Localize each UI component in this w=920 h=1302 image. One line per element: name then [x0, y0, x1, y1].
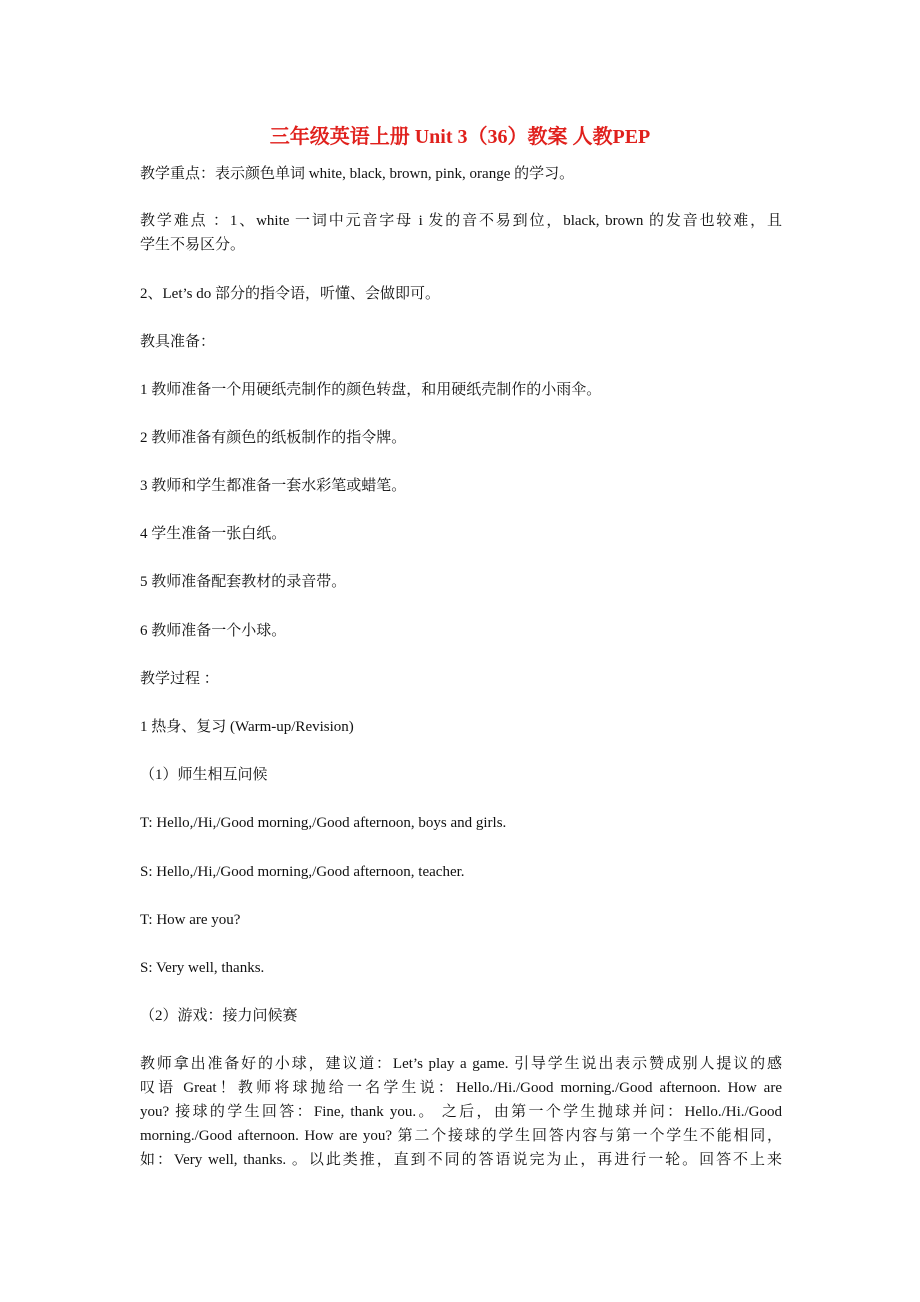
text-line-dialogue-t2: T: How are you? [140, 912, 241, 928]
text-line: 教师拿出准备好的小球，建议道：Let’s play a game. 引导学生说出表示赞成别人提议的感 [140, 1056, 782, 1072]
text-line-dialogue-t1: T: Hello,/Hi,/Good morning,/Good afternoon, boys and girls. [140, 815, 507, 831]
text-line-dialogue-s1: S: Hello,/Hi,/Good morning,/Good afternoon, teacher. [140, 864, 465, 880]
text-line-material-2: 2 教师准备有颜色的纸板制作的指令牌。 [140, 430, 407, 446]
text-line-materials-heading: 教具准备： [140, 334, 216, 350]
text-line: 叹语 Great！教师将球抛给一名学生说：Hello./Hi./Good morning./Good afternoon. How are [140, 1080, 782, 1096]
text-line-lets-do: 2、Let’s do 部分的指令语，听懂、会做即可。 [140, 286, 440, 302]
text-line: 教学难点 ：1、white 一词中元音字母 i 发的音不易到位，black, brown 的发音也较难，且 [140, 213, 782, 229]
text-line: you? 接球的学生回答：Fine, thank you.。 之后，由第一个学生抛球并问：Hello./Hi./Good [140, 1104, 782, 1120]
text-line-material-4: 4 学生准备一张白纸。 [140, 526, 287, 542]
text-line: 如：Very well, thanks. 。以此类推，直到不同的答语说完为止，再进行一轮。回答不上来 [140, 1152, 782, 1168]
text-line-greeting-heading: （1）师生相互问候 [140, 767, 268, 783]
text-line: 学生不易区分。 [140, 237, 246, 253]
text-line-process-heading: 教学过程 ： [140, 671, 219, 687]
text-line-game-heading: （2）游戏：接力问候赛 [140, 1008, 298, 1024]
text-line-dialogue-s2: S: Very well, thanks. [140, 960, 265, 976]
text-paragraph-game [140, 1052, 782, 1172]
text-line: morning./Good afternoon. How are you? 第二个接球的学生回答内容与第一个学生不能相同， [140, 1128, 782, 1144]
text-line-warmup: 1 热身、复习 (Warm-up/Revision) [140, 719, 354, 735]
text-line-key-points: 教学重点：表示颜色单词 white, black, brown, pink, orange 的学习。 [140, 166, 575, 182]
text-line-material-6: 6 教师准备一个小球。 [140, 623, 287, 639]
text-line-material-5: 5 教师准备配套教材的录音带。 [140, 574, 347, 590]
page-title: 三年级英语上册 Unit 3（36）教案 人教PEP [269, 126, 651, 148]
text-line-material-1: 1 教师准备一个用硬纸壳制作的颜色转盘，和用硬纸壳制作的小雨伞。 [140, 382, 602, 398]
text-line-material-3: 3 教师和学生都准备一套水彩笔或蜡笔。 [140, 478, 407, 494]
text-paragraph-difficulties [140, 209, 782, 257]
